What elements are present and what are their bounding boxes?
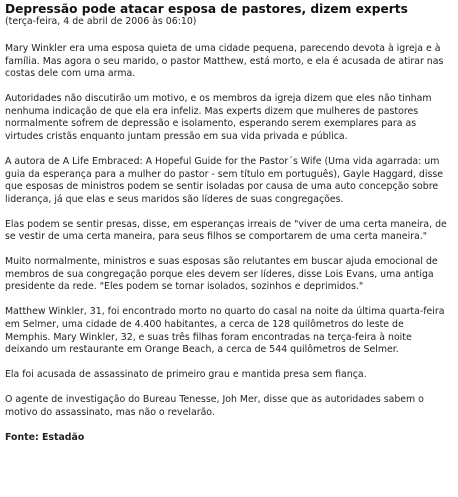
article-paragraph: Mary Winkler era uma esposa quieta de uma cidade pequena, parecendo devota à igreja e à família. Mas agora o seu marido, o pastor Matthew, está morto, e ela é acusada de atirar nas costas dele com uma arma. [5,43,444,80]
article-paragraph: Autoridades não discutirão um motivo, e os membros da igreja dizem que eles não tinham nenhuma indicação de que ela era infeliz. Mas experts dizem que mulheres de pastores normalmente sofrem de depressão e isolamento, esperando serem exemplares para as virtudes cristãs enquanto juntam pressão em sua vida privada e pública. [5,93,432,142]
article-paragraph: Matthew Winkler, 31, foi encontrado morto no quarto do casal na noite da última quarta-feira em Selmer, uma cidade de 4.400 habitantes, a cerca de 128 quilômetros do leste de Memphis. Mary Winkler, 32, e suas três filhas foram encontradas na terça-feira à noite deixando um restaurante em Orange Beach, a cerca de 544 quilômetros de Selmer. [5,306,445,356]
article-paragraph: O agente de investigação do Bureau Tenesse, Joh Mer, disse que as autoridades sabem o motivo do assassinato, mas não o revelarão. [5,394,424,418]
article-headline: Depressão pode atacar esposa de pastores, dizem experts [5,2,408,16]
article-dateline: (terça-feira, 4 de abril de 2006 às 06:10) [5,16,197,27]
article-paragraph: Muito normalmente, ministros e suas esposas são relutantes em buscar ajuda emocional de membros de sua congregação porque eles devem ser líderes, disse Lois Evans, uma antiga presidente da rede. "Eles podem se tornar isolados, sozinhos e deprimidos." [5,256,438,293]
article-source: Fonte: Estadão [5,431,85,443]
article-body [5,43,452,419]
article-paragraph: A autora de A Life Embraced: A Hopeful Guide for the Pastor´s Wife (Uma vida agarrada: um guia da esperança para a mulher do pastor - sem título em português), Gayle Haggard, disse que esposas de ministros podem se sentir isoladas por causa de uma auto concepção sobre liderança, já que elas e seus maridos são líderes de suas congregações. [5,155,443,205]
article-paragraph: Ela foi acusada de assassinato de primeiro grau e mantida presa sem fiança. [5,369,367,381]
article-paragraph: Elas podem se sentir presas, disse, em esperanças irreais de "viver de uma certa maneira, de se vestir de uma certa maneira, para seus filhos se comportarem de uma certa maneira." [5,218,447,243]
